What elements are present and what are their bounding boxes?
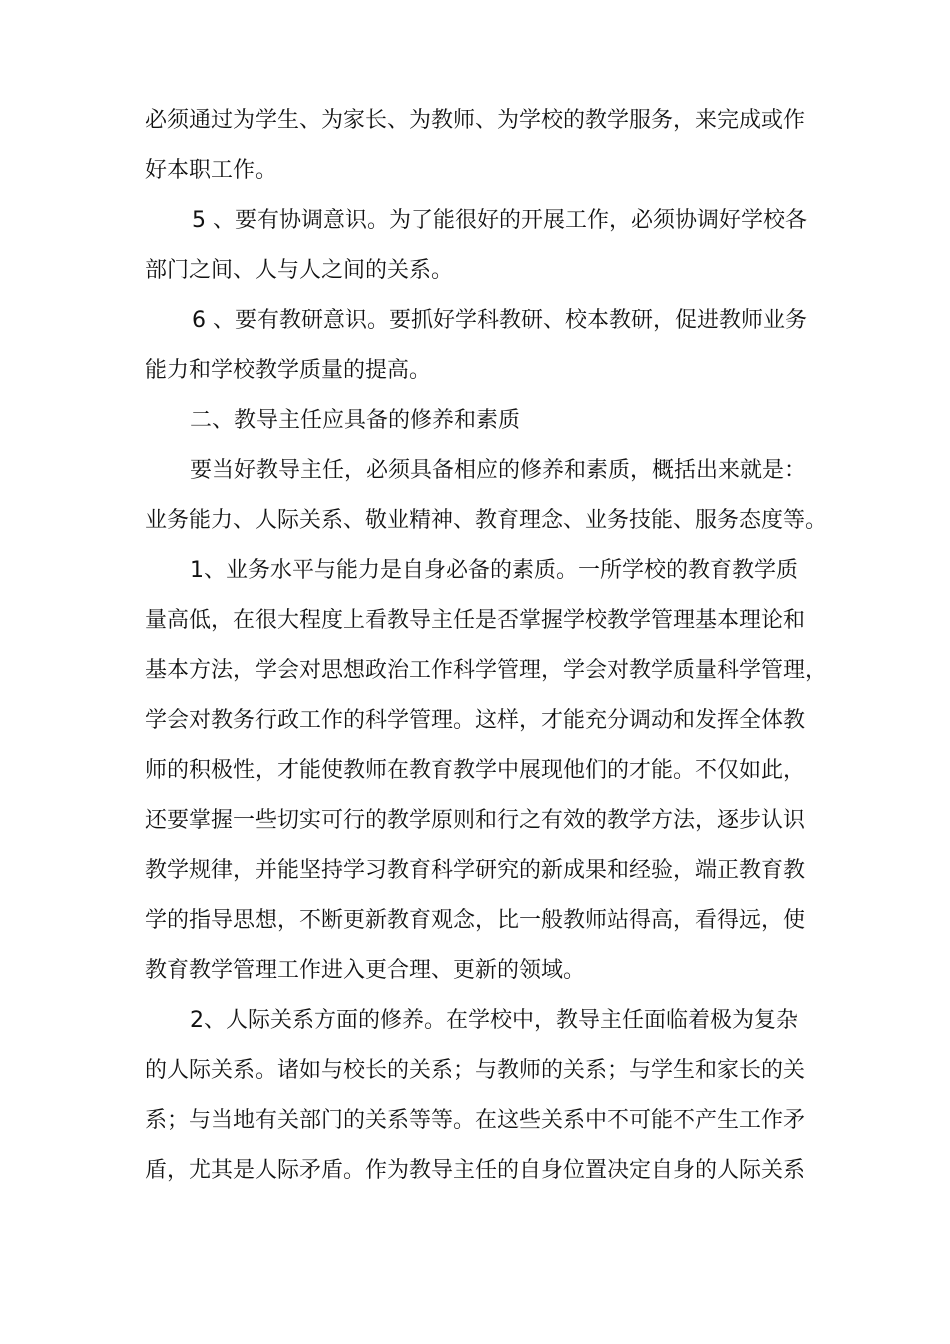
text-line: 业务能力、人际关系、敬业精神、教育理念、业务技能、服务态度等。 bbox=[145, 508, 828, 533]
text-line: 量高低，在很大程度上看教导主任是否掌握学校教学管理基本理论和 bbox=[145, 608, 806, 633]
text-line: 还要掌握一些切实可行的教学原则和行之有效的教学方法，逐步认识 bbox=[145, 808, 806, 833]
text-line: 好本职工作。 bbox=[145, 158, 278, 183]
text-line: 的人际关系。诸如与校长的关系；与教师的关系；与学生和家长的关 bbox=[145, 1058, 806, 1083]
text-line: 要当好教导主任，必须具备相应的修养和素质，概括出来就是： bbox=[190, 458, 807, 483]
text-line: 能力和学校教学质量的提高。 bbox=[145, 358, 432, 383]
text-line: 教育教学管理工作进入更合理、更新的领域。 bbox=[145, 958, 586, 983]
text-line: 系；与当地有关部门的关系等等。在这些关系中不可能不产生工作矛 bbox=[145, 1108, 806, 1133]
text-line: 2、人际关系方面的修养。在学校中，教导主任面临着极为复杂 bbox=[190, 1008, 798, 1033]
text-line: 基本方法，学会对思想政治工作科学管理，学会对教学质量科学管理， bbox=[145, 658, 828, 683]
text-line: 盾，尤其是人际矛盾。作为教导主任的自身位置决定自身的人际关系 bbox=[145, 1158, 806, 1183]
text-line: 必须通过为学生、为家长、为教师、为学校的教学服务，来完成或作 bbox=[145, 108, 806, 133]
text-line: 师的积极性，才能使教师在教育教学中展现他们的才能。不仅如此， bbox=[145, 758, 806, 783]
text-line: 部门之间、人与人之间的关系。 bbox=[145, 258, 454, 283]
text-line: 学的指导思想，不断更新教育观念，比一般教师站得高，看得远，使 bbox=[145, 908, 806, 933]
section-heading: 二、教导主任应具备的修养和素质 bbox=[190, 408, 521, 433]
text-line: 教学规律，并能坚持学习教育科学研究的新成果和经验，端正教育教 bbox=[145, 858, 806, 883]
text-line: 学会对教务行政工作的科学管理。这样，才能充分调动和发挥全体教 bbox=[145, 708, 806, 733]
text-line: 1、业务水平与能力是自身必备的素质。一所学校的教育教学质 bbox=[190, 558, 798, 583]
text-line: 5 、要有协调意识。为了能很好的开展工作，必须协调好学校各 bbox=[192, 208, 807, 233]
text-line: 6 、要有教研意识。要抓好学科教研、校本教研，促进教师业务 bbox=[192, 308, 807, 333]
